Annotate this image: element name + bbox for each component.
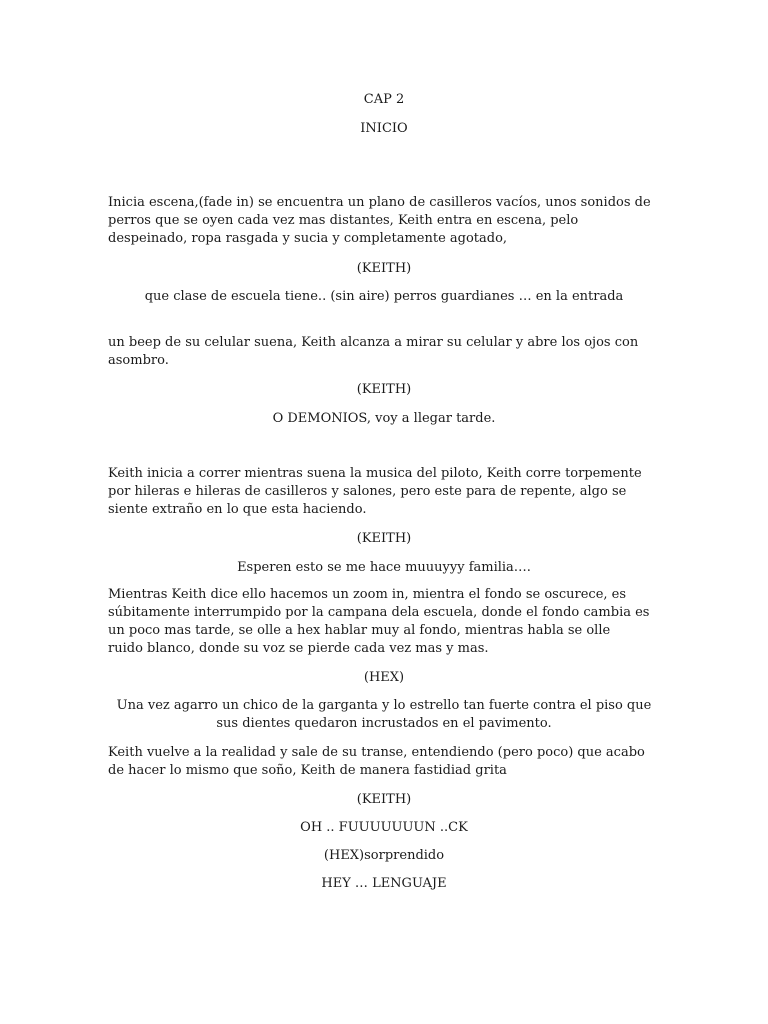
character-name-hex: (HEX)	[363, 670, 405, 685]
character-name-keith: (KEITH)	[356, 531, 412, 546]
dialogue-line: HEY … LENGUAJE	[321, 876, 447, 891]
action-paragraph-5	[108, 744, 664, 780]
dialogue-line: Esperen esto se me hace muuuyyy familia….	[237, 560, 531, 575]
paragraph-line: Inicia escena,(fade in) se encuentra un plano de casilleros vacíos, unos sonidos de	[108, 195, 651, 210]
paragraph-line: Keith inicia a correr mientras suena la musica del piloto, Keith corre torpemente	[108, 466, 642, 481]
action-paragraph-2	[108, 334, 664, 370]
character-name-hex: (HEX)sorprendido	[323, 848, 445, 863]
character-name-keith: (KEITH)	[356, 382, 412, 397]
dialogue-block	[108, 697, 660, 733]
action-paragraph-4	[108, 586, 664, 658]
paragraph-line: despeinado, ropa rasgada y sucia y completamente agotado,	[108, 231, 508, 246]
character-name-keith: (KEITH)	[356, 792, 412, 807]
paragraph-line: Keith vuelve a la realidad y sale de su transe, entendiendo (pero poco) que acabo	[108, 745, 645, 760]
paragraph-line: Mientras Keith dice ello hacemos un zoom in, mientra el fondo se oscurece, es	[108, 587, 627, 602]
paragraph-line: asombro.	[108, 353, 169, 368]
paragraph-line: ruido blanco, donde su voz se pierde cada vez mas y mas.	[108, 641, 489, 656]
paragraph-line: de hacer lo mismo que soño, Keith de manera fastidiad grita	[108, 763, 507, 778]
dialogue-line: sus dientes quedaron incrustados en el pavimento.	[216, 716, 552, 731]
paragraph-line: un poco mas tarde, se olle a hex hablar muy al fondo, mientras habla se olle	[108, 623, 611, 638]
dialogue-line: O DEMONIOS, voy a llegar tarde.	[272, 411, 496, 426]
dialogue-line: que clase de escuela tiene.. (sin aire) perros guardianes … en la entrada	[144, 289, 624, 304]
paragraph-line: un beep de su celular suena, Keith alcanza a mirar su celular y abre los ojos con	[108, 335, 639, 350]
paragraph-line: por hileras e hileras de casilleros y salones, pero este para de repente, algo se	[108, 484, 627, 499]
dialogue-line: Una vez agarro un chico de la garganta y lo estrello tan fuerte contra el piso que	[116, 698, 652, 713]
dialogue-line: OH .. FUUUUUUUN ..CK	[300, 820, 468, 835]
section-heading: INICIO	[360, 121, 408, 136]
paragraph-line: perros que se oyen cada vez mas distantes, Keith entra en escena, pelo	[108, 213, 579, 228]
action-paragraph-3	[108, 465, 664, 519]
paragraph-line: siente extraño en lo que esta haciendo.	[108, 502, 367, 517]
chapter-heading: CAP 2	[363, 92, 405, 107]
character-name-keith: (KEITH)	[356, 261, 412, 276]
paragraph-line: súbitamente interrumpido por la campana dela escuela, donde el fondo cambia es	[108, 605, 650, 620]
action-paragraph-1	[108, 194, 664, 248]
